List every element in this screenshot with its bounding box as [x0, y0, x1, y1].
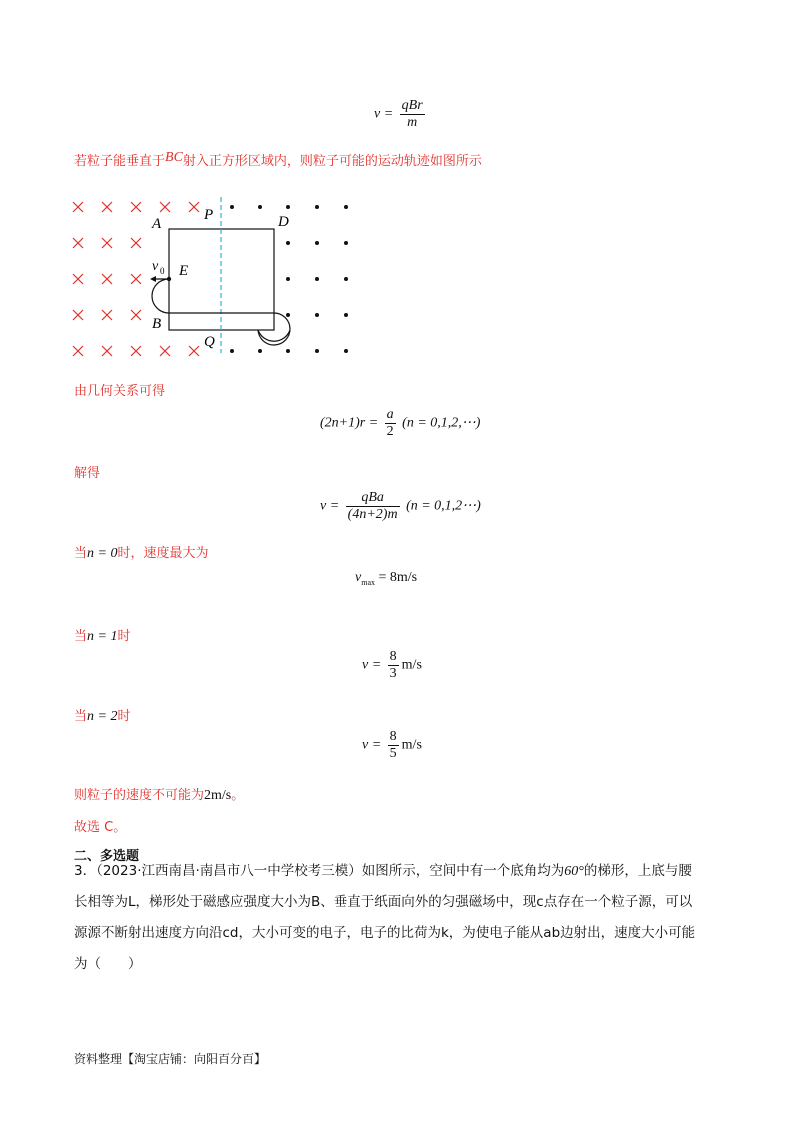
formula-v-qbr: v = $\frac{\text{qBr}}{m}$ — [374, 98, 423, 130]
trajectory-figure — [60, 185, 370, 370]
problem-line-2: 长相等为L，梯形处于磁感应强度大小为B、垂直于纸面向外的匀强磁场中，现c点存在一个粒子源，可以 — [74, 894, 693, 910]
section-heading: 二、多选题 — [74, 849, 140, 864]
problem-line-4: 为（ ） — [74, 956, 142, 972]
geometry-line: 由几何关系可得 — [74, 384, 166, 399]
formula-v-general: v = $\frac{\text{qBa}}{(4n+2)m}$ (n = 0,1,2⋯) — [320, 490, 481, 522]
label-v0-sub: 0 — [160, 266, 165, 276]
label-Q: Q — [204, 334, 215, 350]
formula-geometry: (2n+1)r = $\frac{a}{2}$ (n = 0,1,2,⋯) — [320, 407, 481, 439]
trajectory-left-arc — [152, 279, 169, 313]
label-A: A — [152, 216, 162, 232]
cross-field-region — [73, 202, 199, 356]
label-E: E — [179, 263, 189, 279]
solve-line: 解得 — [74, 466, 101, 481]
formula-vmax: $v_{max} = 8m/s$ — [355, 570, 418, 587]
footer-source: 资料整理【淘宝店铺：向阳百分百】 — [74, 1052, 267, 1066]
formula-v-n1: v = $\frac{8}{3}$ m/s — [362, 649, 422, 681]
label-B: B — [152, 316, 162, 332]
dot-field-region — [230, 205, 348, 353]
problem-line-1: 3．（2023·江西南昌·南昌市八一中学校考三模）如图所示，空间中有一个底角均为60°的梯形，上底与腰 — [74, 863, 692, 879]
case-n1-line: 当n = 1时 — [74, 629, 131, 644]
label-v0: v — [152, 259, 159, 274]
label-D: D — [278, 214, 289, 230]
formula-v-n2: v = $\frac{8}{5}$ m/s — [362, 729, 422, 761]
case-n0-line: 当n = 0时，速度最大为 — [74, 546, 209, 561]
conclusion-line: 则粒子的速度不可能为2m/s。 — [74, 788, 245, 803]
answer-line: 故选 C。 — [74, 820, 127, 835]
problem-line-3: 源源不断射出速度方向沿cd，大小可变的电子，电子的比荷为k，为使电子能从ab边射出，速度大小可能 — [74, 925, 696, 941]
problem-3 — [74, 856, 734, 980]
intro-line: 若粒子能垂直于BC射入正方形区域内，则粒子可能的运动轨迹如图所示 — [74, 150, 482, 169]
case-n2-line: 当n = 2时 — [74, 709, 131, 724]
label-P: P — [204, 207, 214, 223]
